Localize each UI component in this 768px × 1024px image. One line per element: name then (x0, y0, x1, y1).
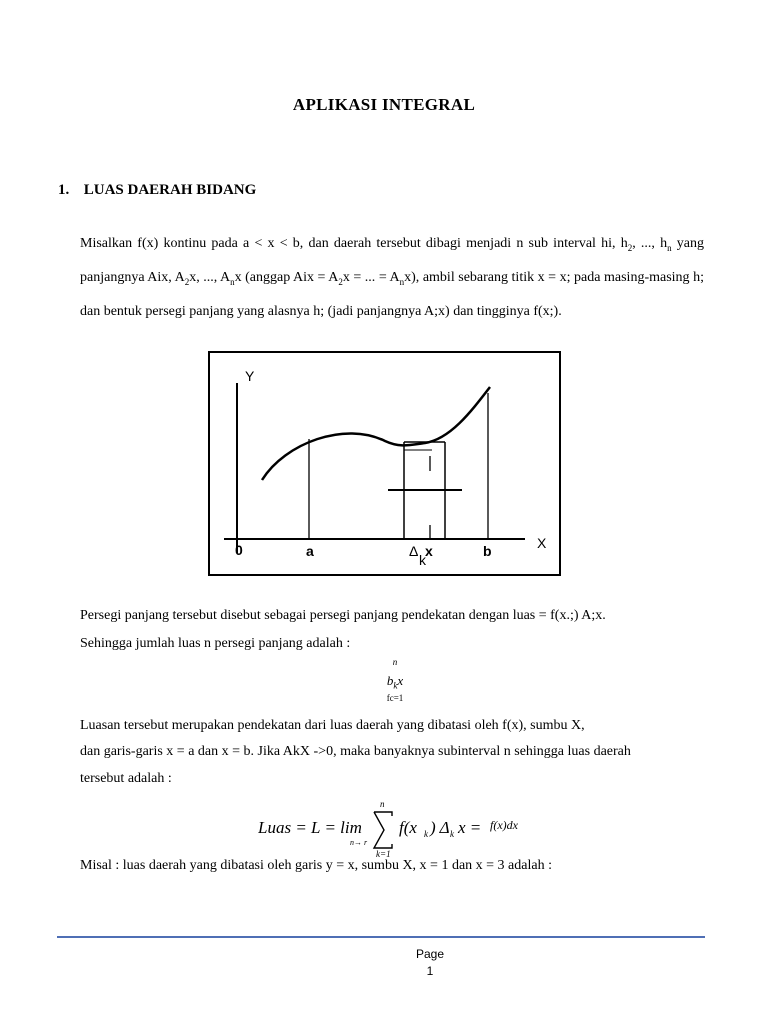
sum-k: k (393, 680, 398, 691)
footer-divider (57, 936, 705, 938)
sum-x: x (397, 673, 404, 688)
para-text: Misalkan f(x) kontinu pada a < x < b, dan daerah tersebut dibagi menjadi n sub interval hi, h (80, 236, 628, 251)
tick-label-x: x (425, 543, 433, 559)
formula-body-sub: k (424, 829, 428, 839)
page-label: Page (415, 947, 445, 961)
page-number (410, 946, 450, 980)
section-heading (58, 182, 256, 199)
origin-label: 0 (235, 542, 243, 558)
para-text: x), ambil sebarang titik x = x; pada masing-masing h; dan bentuk persegi panjang yang alasnya h; (jadi panjangnya A;x) dan tingginya f(x;). (80, 269, 704, 319)
tick-label-k: k (419, 552, 426, 568)
para-sub: 2 (184, 276, 190, 287)
para-text: yang panjangnya Aix, A (80, 236, 705, 285)
formula-lim-sub: n→ r (350, 838, 368, 847)
text-line: Sehingga jumlah luas n persegi panjang adalah : (80, 636, 351, 651)
formula-rhs: f(x)dx (490, 818, 518, 832)
para-sub: n (667, 242, 672, 253)
sum-bottom: fc=1 (386, 693, 404, 703)
formula-body-x: x = (458, 818, 482, 837)
formula-delta-sub: k (450, 829, 454, 839)
riemann-figure (208, 351, 561, 576)
para-sub: 2 (338, 276, 343, 287)
sum-expression (380, 657, 410, 703)
formula-lhs: Luas = L = lim (258, 818, 362, 837)
function-curve (262, 387, 490, 480)
x-axis-label: X (537, 535, 547, 551)
formula-sigma-bottom: k=1 (376, 849, 391, 859)
para-text: x, ..., A (189, 269, 231, 285)
sum-b: b (386, 673, 394, 688)
intro-paragraph (80, 229, 704, 326)
sum-top: n (392, 657, 398, 667)
page-title: APLIKASI INTEGRAL (292, 95, 476, 114)
riemann-diagram (210, 353, 559, 574)
text-line: dan garis-garis x = a dan x = b. Jika AkX ->0, maka banyaknya subinterval n sehingga luas daerah (80, 744, 631, 759)
formula-body: f(x (399, 818, 417, 837)
page-value: 1 (426, 964, 434, 978)
para-text: , ..., h (632, 236, 668, 251)
text-line: tersebut adalah : (80, 771, 172, 786)
section-title: LUAS DAERAH BIDANG (83, 182, 257, 198)
y-axis-label: Y (245, 368, 255, 384)
tick-label-delta: Δ (409, 543, 419, 559)
tick-label-a: a (306, 543, 314, 559)
para-sub: n (230, 276, 235, 287)
sum-middle (380, 673, 410, 693)
text-line: Misal : luas daerah yang dibatasi oleh garis y = x, sumbu X, x = 1 dan x = 3 adalah : (80, 858, 552, 873)
para-text: x (anggap Aix = A (234, 269, 339, 285)
sigma-icon (374, 812, 392, 848)
formula-body-close: ) Δ (430, 818, 450, 837)
para-text: x = ... = A (342, 269, 400, 285)
area-formula (258, 800, 558, 860)
section-number: 1. (58, 182, 70, 198)
para-sub: n (399, 276, 405, 287)
formula-svg (258, 800, 558, 860)
tick-label-b: b (483, 543, 492, 559)
formula-sigma-top: n (380, 800, 385, 809)
text-line: Luasan tersebut merupakan pendekatan dari luas daerah yang dibatasi oleh f(x), sumbu X, (80, 718, 585, 733)
text-line: Persegi panjang tersebut disebut sebagai persegi panjang pendekatan dengan luas = f(x.;) A;x. (80, 608, 606, 623)
para-sub: 2 (627, 242, 633, 253)
